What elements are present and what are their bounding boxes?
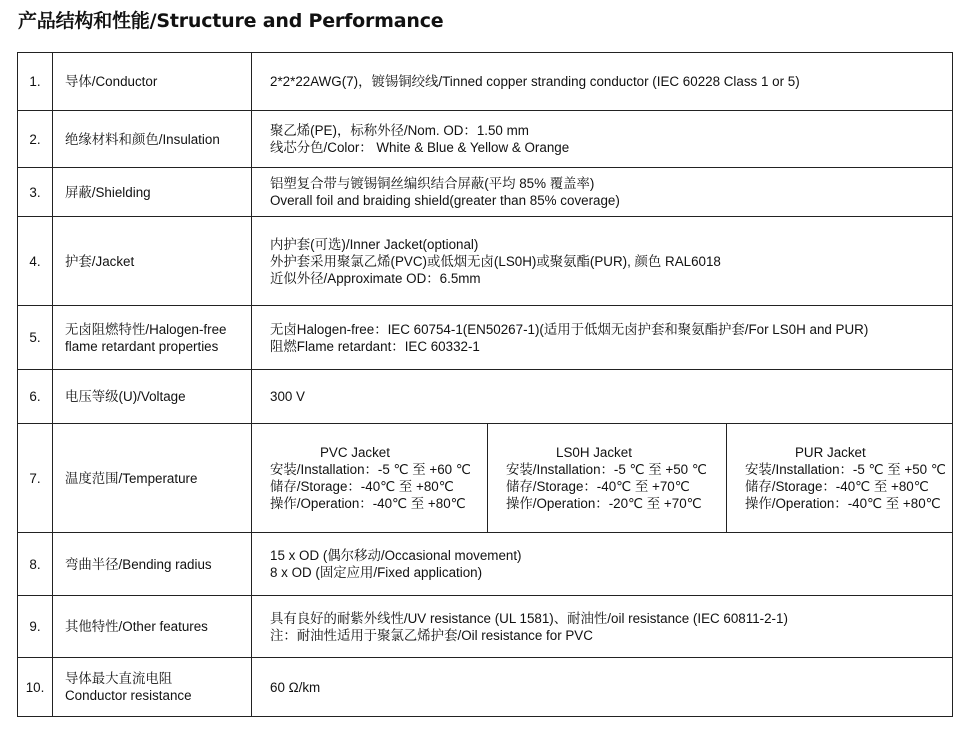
row-label: 无卤阻燃特性/Halogen-free flame retardant properties — [53, 306, 252, 370]
row-label: 导体最大直流电阻 Conductor resistance — [53, 658, 252, 717]
temperature-column-pvc: PVC Jacket 安装/Installation：-5 ℃ 至 +60 ℃ 储存/Storage：-40℃ 至 +80℃ 操作/Operation：-40℃ 至 +80℃ — [252, 424, 487, 532]
table-row — [18, 111, 953, 168]
temperature-column-ls0h: LS0H Jacket 安装/Installation：-5 ℃ 至 +50 ℃ 储存/Storage：-40℃ 至 +70℃ 操作/Operation：-20℃ 至 +70℃ — [487, 424, 726, 532]
row-label: 其他特性/Other features — [53, 596, 252, 658]
row-number: 4. — [18, 217, 53, 306]
row-label: 导体/Conductor — [53, 53, 252, 111]
jacket-heading: PVC Jacket — [320, 445, 390, 460]
row-label: 温度范围/Temperature — [53, 424, 252, 533]
row-number: 1. — [18, 53, 53, 111]
spec-table — [17, 52, 953, 717]
row-label: 屏蔽/Shielding — [53, 168, 252, 217]
table-row — [18, 53, 953, 111]
table-row — [18, 533, 953, 596]
temperature-column-pur: PUR Jacket 安装/Installation：-5 ℃ 至 +50 ℃ 储存/Storage：-40℃ 至 +80℃ 操作/Operation：-40℃ 至 +80℃ — [726, 424, 952, 532]
row-number: 9. — [18, 596, 53, 658]
row-value: 无卤Halogen-free：IEC 60754-1(EN50267-1)(适用于低烟无卤护套和聚氨酯护套/For LS0H and PUR) 阻燃Flame retardant：IEC 60332-1 — [252, 306, 953, 370]
table-row — [18, 658, 953, 717]
row-number: 5. — [18, 306, 53, 370]
table-row — [18, 168, 953, 217]
row-value: 聚乙烯(PE)，标称外径/Nom. OD：1.50 mm 线芯分色/Color： White & Blue & Yellow & Orange — [252, 111, 953, 168]
page-title: 产品结构和性能/Structure and Performance — [18, 10, 444, 32]
row-label: 电压等级(U)/Voltage — [53, 370, 252, 424]
temperature-cell — [252, 424, 953, 533]
row-number: 7. — [18, 424, 53, 533]
table-row — [18, 596, 953, 658]
row-value: 具有良好的耐紫外线性/UV resistance (UL 1581)、耐油性/oil resistance (IEC 60811-2-1) 注：耐油性适用于聚氯乙烯护套/Oil resistance for PVC — [252, 596, 953, 658]
row-number: 6. — [18, 370, 53, 424]
table-row — [18, 306, 953, 370]
row-label: 护套/Jacket — [53, 217, 252, 306]
row-value: 内护套(可选)/Inner Jacket(optional) 外护套采用聚氯乙烯(PVC)或低烟无卤(LS0H)或聚氨酯(PUR), 颜色 RAL6018 近似外径/Approximate OD：6.5mm — [252, 217, 953, 306]
row-number: 8. — [18, 533, 53, 596]
table-row — [18, 217, 953, 306]
jacket-heading: LS0H Jacket — [556, 445, 632, 460]
row-number: 2. — [18, 111, 53, 168]
table-row — [18, 370, 953, 424]
row-number: 3. — [18, 168, 53, 217]
row-value: 铝塑复合带与镀锡铜丝编织结合屏蔽(平均 85% 覆盖率) Overall foil and braiding shield(greater than 85% coverage) — [252, 168, 953, 217]
row-number: 10. — [18, 658, 53, 717]
row-value: 60 Ω/km — [252, 658, 953, 717]
row-value: 300 V — [252, 370, 953, 424]
table-row — [18, 424, 953, 533]
row-label: 绝缘材料和颜色/Insulation — [53, 111, 252, 168]
row-value: 2*2*22AWG(7)，镀锡铜绞线/Tinned copper stranding conductor (IEC 60228 Class 1 or 5) — [252, 53, 953, 111]
row-label: 弯曲半径/Bending radius — [53, 533, 252, 596]
row-value: 15 x OD (偶尔移动/Occasional movement) 8 x OD (固定应用/Fixed application) — [252, 533, 953, 596]
jacket-heading: PUR Jacket — [795, 445, 866, 460]
